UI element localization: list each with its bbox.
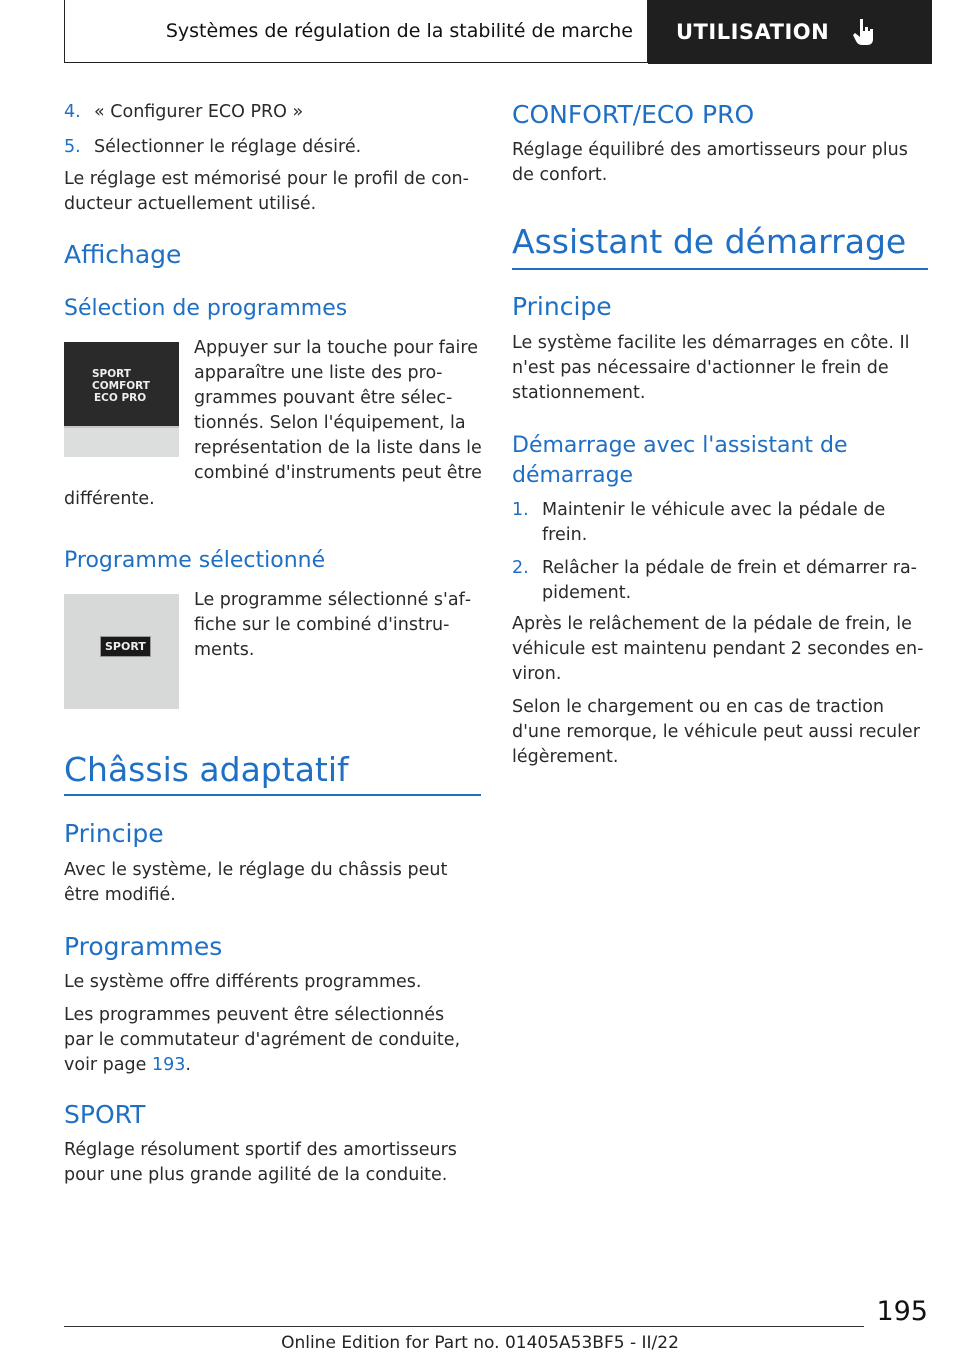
page-header bbox=[64, 0, 932, 64]
text-line: combiné d'instruments peut être bbox=[194, 463, 482, 483]
heading-programmes: Programmes bbox=[64, 932, 223, 961]
text-line: pour une plus grande agilité de la conduite. bbox=[64, 1165, 448, 1185]
text-line: Relâcher la pédale de frein et démarrer ra‐ bbox=[542, 558, 917, 578]
step-text: Sélectionner le réglage désiré. bbox=[94, 137, 362, 157]
text-line: Démarrage avec l'assistant de bbox=[512, 433, 848, 458]
text-line: véhicule est maintenu pendant 2 secondes en‐ bbox=[512, 639, 924, 659]
text-line: être modifié. bbox=[64, 885, 176, 905]
memo-paragraph bbox=[64, 167, 469, 217]
step-2 bbox=[512, 556, 917, 606]
heading-selection-programmes: Sélection de programmes bbox=[64, 296, 348, 321]
selection-paragraph bbox=[194, 336, 482, 486]
text-line: de confort. bbox=[512, 165, 608, 185]
heading-programme-selectionne: Programme sélectionné bbox=[64, 548, 326, 573]
text-line: Selon le chargement ou en cas de traction bbox=[512, 697, 884, 717]
step-5 bbox=[64, 135, 361, 160]
text-line: ducteur actuellement utilisé. bbox=[64, 194, 317, 214]
heading-sport: SPORT bbox=[64, 1100, 146, 1129]
menu-item: SPORT bbox=[92, 368, 131, 380]
text-line: pidement. bbox=[542, 583, 632, 603]
programmes-paragraph bbox=[64, 1003, 460, 1078]
principe-paragraph bbox=[64, 858, 447, 908]
heading-rule bbox=[64, 794, 481, 796]
menu-item: ECO PRO bbox=[94, 392, 147, 404]
section-title: Systèmes de régulation de la stabilité de marche bbox=[64, 0, 648, 63]
text-line: apparaître une liste des pro‐ bbox=[194, 363, 443, 383]
heading-principe: Principe bbox=[64, 819, 164, 848]
text-line: différente. bbox=[64, 489, 155, 509]
text-line: fiche sur le combiné d'instru‐ bbox=[194, 615, 450, 635]
text-line: Réglage résolument sportif des amortisseurs bbox=[64, 1140, 457, 1160]
step-number: 1. bbox=[512, 500, 529, 520]
step-text: « Configurer ECO PRO » bbox=[94, 102, 304, 122]
step-1 bbox=[512, 498, 885, 548]
text-line: Le système facilite les démarrages en côte. Il bbox=[512, 333, 910, 353]
apres-paragraph bbox=[512, 612, 923, 687]
step-number: 4. bbox=[64, 102, 81, 122]
page-link[interactable]: 193 bbox=[151, 1055, 186, 1075]
step-number: 2. bbox=[512, 558, 529, 578]
text-line: Réglage équilibré des amortisseurs pour plus bbox=[512, 140, 908, 160]
text-line: d'une remorque, le véhicule peut aussi reculer bbox=[512, 722, 920, 742]
text-line: stationnement. bbox=[512, 383, 646, 403]
heading-assistant-demarrage: Assistant de démarrage bbox=[512, 222, 907, 261]
text-line: n'est pas nécessaire d'actionner le frein de bbox=[512, 358, 889, 378]
text-line: par le commutateur d'agrément de conduite, bbox=[64, 1030, 461, 1050]
text-line: voir page 193. bbox=[64, 1055, 191, 1075]
selon-paragraph bbox=[512, 695, 920, 770]
hand-pointer-icon bbox=[851, 17, 877, 47]
footer-rule bbox=[64, 1326, 864, 1327]
menu-item: COMFORT bbox=[92, 380, 150, 392]
text-line: Appuyer sur la touche pour faire bbox=[194, 338, 478, 358]
text-line: tionnés. Selon l'équipement, la bbox=[194, 413, 466, 433]
text-line: Les programmes peuvent être sélectionnés bbox=[64, 1005, 445, 1025]
step-number: 5. bbox=[64, 137, 81, 157]
program-list-image bbox=[64, 342, 179, 457]
heading-confort-eco-pro: CONFORT/ECO PRO bbox=[512, 100, 755, 129]
text-line: Le réglage est mémorisé pour le profil de con‐ bbox=[64, 169, 469, 189]
text-line: grammes pouvant être sélec‐ bbox=[194, 388, 453, 408]
heading-affichage: Affichage bbox=[64, 240, 182, 269]
selected-paragraph bbox=[194, 588, 471, 663]
text-line: Maintenir le véhicule avec la pédale de bbox=[542, 500, 886, 520]
text-line: Avec le système, le réglage du châssis peut bbox=[64, 860, 448, 880]
page-number: 195 bbox=[876, 1296, 928, 1327]
heading-chassis-adaptatif: Châssis adaptatif bbox=[64, 750, 349, 789]
chapter-tab[interactable] bbox=[648, 0, 932, 64]
text-line: frein. bbox=[542, 525, 588, 545]
principe-paragraph bbox=[512, 331, 910, 406]
heading-rule bbox=[512, 268, 928, 270]
selected-program-image bbox=[64, 594, 179, 709]
heading-demarrage-assistant bbox=[512, 431, 848, 491]
edition-footer: Online Edition for Part no. 01405A53BF5 - II/22 bbox=[281, 1333, 679, 1353]
text-line: légèrement. bbox=[512, 747, 619, 767]
sport-paragraph bbox=[64, 1138, 457, 1188]
text-line: démarrage bbox=[512, 463, 634, 488]
text-line: Le système offre différents programmes. bbox=[64, 972, 422, 992]
confort-paragraph bbox=[512, 138, 908, 188]
heading-principe: Principe bbox=[512, 292, 612, 321]
text-line: viron. bbox=[512, 664, 562, 684]
text-line: représentation de la liste dans le bbox=[194, 438, 482, 458]
text-line: ments. bbox=[194, 640, 255, 660]
text-line: Après le relâchement de la pédale de frein, le bbox=[512, 614, 912, 634]
text-line: Le programme sélectionné s'af‐ bbox=[194, 590, 472, 610]
sport-badge: SPORT bbox=[100, 636, 151, 657]
chapter-label: UTILISATION bbox=[676, 20, 830, 44]
step-4 bbox=[64, 100, 303, 125]
